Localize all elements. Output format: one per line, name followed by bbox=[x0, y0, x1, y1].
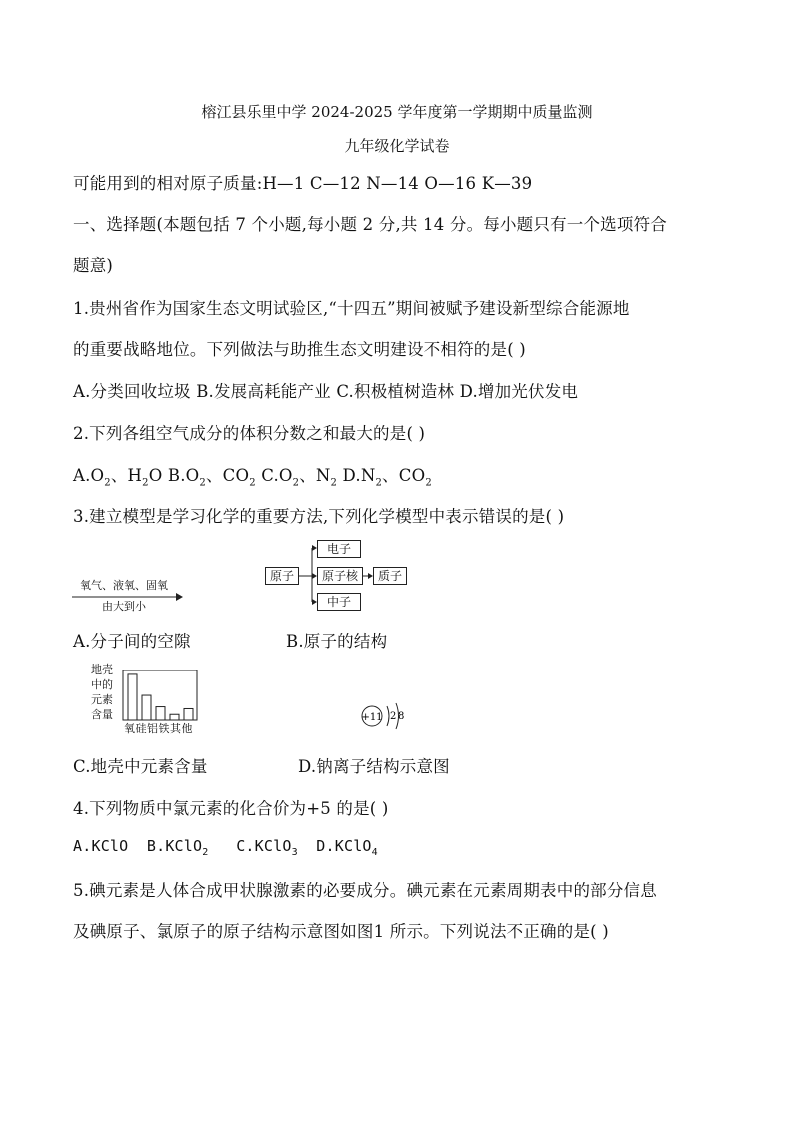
model-d-shell1: 2 bbox=[390, 711, 397, 722]
model-a-text: 氧气、液氧、固氧 bbox=[80, 579, 168, 592]
q3-option-b: B.原子的结构 bbox=[286, 632, 388, 651]
section-heading-line1: 一、选择题(本题包括 7 个小题,每小题 2 分,共 14 分。每小题只有一个选项符合 bbox=[73, 215, 667, 234]
q2-options: $A.O_2$、$H_2O$ $B.O_2$、$CO_2$ $C.O_2$、$N_2$ $D.N_2$、$CO_2$ bbox=[73, 466, 432, 489]
q3-option-a: A.分子间的空隙 bbox=[73, 632, 191, 651]
q2-stem: 2.下列各组空气成分的体积分数之和最大的是( ) bbox=[73, 424, 426, 443]
model-b-proton: 质子 bbox=[373, 567, 407, 585]
model-c-xlabels: 氧硅铝铁其他 bbox=[124, 722, 193, 735]
exam-title: 榕江县乐里中学 2024-2025 学年度第一学期期中质量监测 bbox=[201, 103, 593, 121]
q4-options: A.KClO B.KClO$_2$ C.KClO$_3$ D.KClO$_4$ bbox=[73, 837, 378, 858]
model-b-neutron: 中子 bbox=[317, 593, 361, 611]
crust-bar-0 bbox=[128, 674, 137, 720]
model-b-nucleus: 原子核 bbox=[317, 567, 363, 585]
q4-stem: 4.下列物质中氯元素的化合价为+5 的是( ) bbox=[73, 799, 389, 818]
q1-options: A.分类回收垃圾 B.发展高耗能产业 C.积极植树造林 D.增加光伏发电 bbox=[73, 382, 579, 401]
model-b-electron: 电子 bbox=[317, 540, 361, 558]
crust-bar-4 bbox=[184, 708, 193, 720]
crust-bar-2 bbox=[156, 707, 165, 720]
model-b-atom: 原子 bbox=[265, 567, 299, 585]
crust-bar-1 bbox=[142, 695, 151, 720]
exam-subtitle: 九年级化学试卷 bbox=[344, 137, 450, 155]
model-a-arrow-label: 由大到小 bbox=[102, 600, 146, 613]
model-d-shell2: 8 bbox=[398, 711, 405, 722]
q3-stem: 3.建立模型是学习化学的重要方法,下列化学模型中表示错误的是( ) bbox=[73, 507, 565, 526]
q5-stem-line1: 5.碘元素是人体合成甲状腺激素的必要成分。碘元素在元素周期表中的部分信息 bbox=[73, 881, 657, 900]
section-heading-line2: 题意) bbox=[73, 256, 114, 275]
atomic-masses: 可能用到的相对原子质量:H—1 C—12 N—14 O—16 K—39 bbox=[73, 174, 533, 193]
q1-stem-line1: 1.贵州省作为国家生态文明试验区,“十四五”期间被赋予建设新型综合能源地 bbox=[73, 299, 630, 318]
model-d-ion-diagram bbox=[360, 700, 410, 732]
q1-stem-line2: 的重要战略地位。下列做法与助推生态文明建设不相符的是( ) bbox=[73, 340, 526, 359]
model-d-nucleus: +11 bbox=[361, 712, 383, 723]
model-c-chart bbox=[122, 670, 198, 722]
q3-option-c: C.地壳中元素含量 bbox=[73, 757, 208, 776]
q3-option-d: D.钠离子结构示意图 bbox=[298, 757, 450, 776]
q5-stem-line2: 及碘原子、氯原子的原子结构示意图如图1 所示。下列说法不正确的是( ) bbox=[73, 922, 609, 941]
model-c-ylabel: 地壳 中的 元素 含量 bbox=[91, 663, 113, 721]
